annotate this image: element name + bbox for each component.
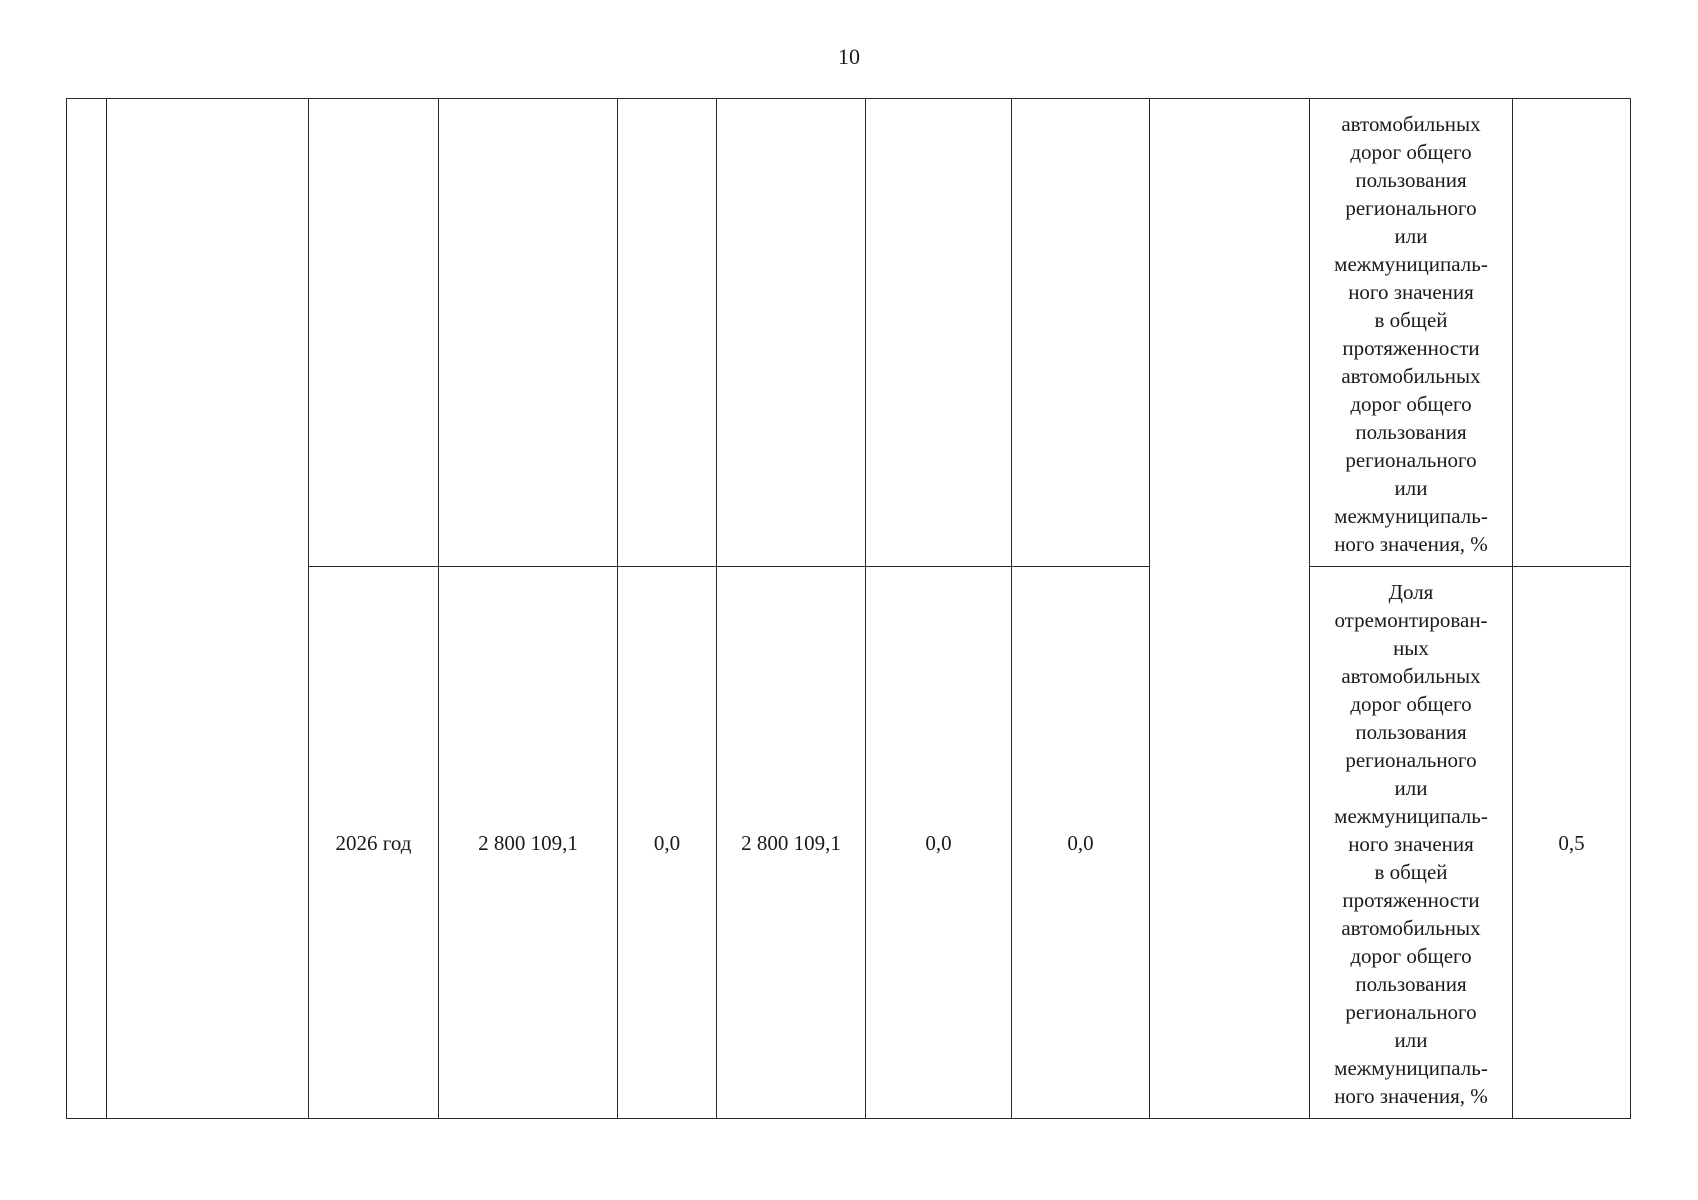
indicator-value-cell: 0,5: [1513, 567, 1631, 1119]
executor-cell: [1150, 99, 1310, 1119]
local-cell: 0,0: [866, 567, 1012, 1119]
other-cell: [1012, 99, 1150, 567]
federal-cell: 0,0: [618, 567, 717, 1119]
year-cell: 2026 год: [309, 567, 439, 1119]
program-table: [66, 98, 1631, 1119]
page-number: 10: [838, 44, 860, 69]
regional-cell: [717, 99, 866, 567]
table-row: [67, 99, 1631, 567]
measure-name-cell: [107, 99, 309, 1119]
total-cell: [439, 99, 618, 567]
indicator-name-cell: автомобильных дорог общего пользования регионального или межмуниципаль- ного значения в общей протяженности автомобильных дорог общего пользования регионального или межмуниципаль- ного значения, %: [1310, 99, 1513, 567]
local-cell: [866, 99, 1012, 567]
regional-cell: 2 800 109,1: [717, 567, 866, 1119]
year-cell: [309, 99, 439, 567]
indicator-value-cell: [1513, 99, 1631, 567]
other-cell: 0,0: [1012, 567, 1150, 1119]
row-number-cell: [67, 99, 107, 1119]
federal-cell: [618, 99, 717, 567]
total-cell: 2 800 109,1: [439, 567, 618, 1119]
indicator-name-cell: Доля отремонтирован- ных автомобильных дорог общего пользования регионального или межмуниципаль- ного значения в общей протяженности автомобильных дорог общего пользования регионального или межмуниципаль- ного значения, %: [1310, 567, 1513, 1119]
